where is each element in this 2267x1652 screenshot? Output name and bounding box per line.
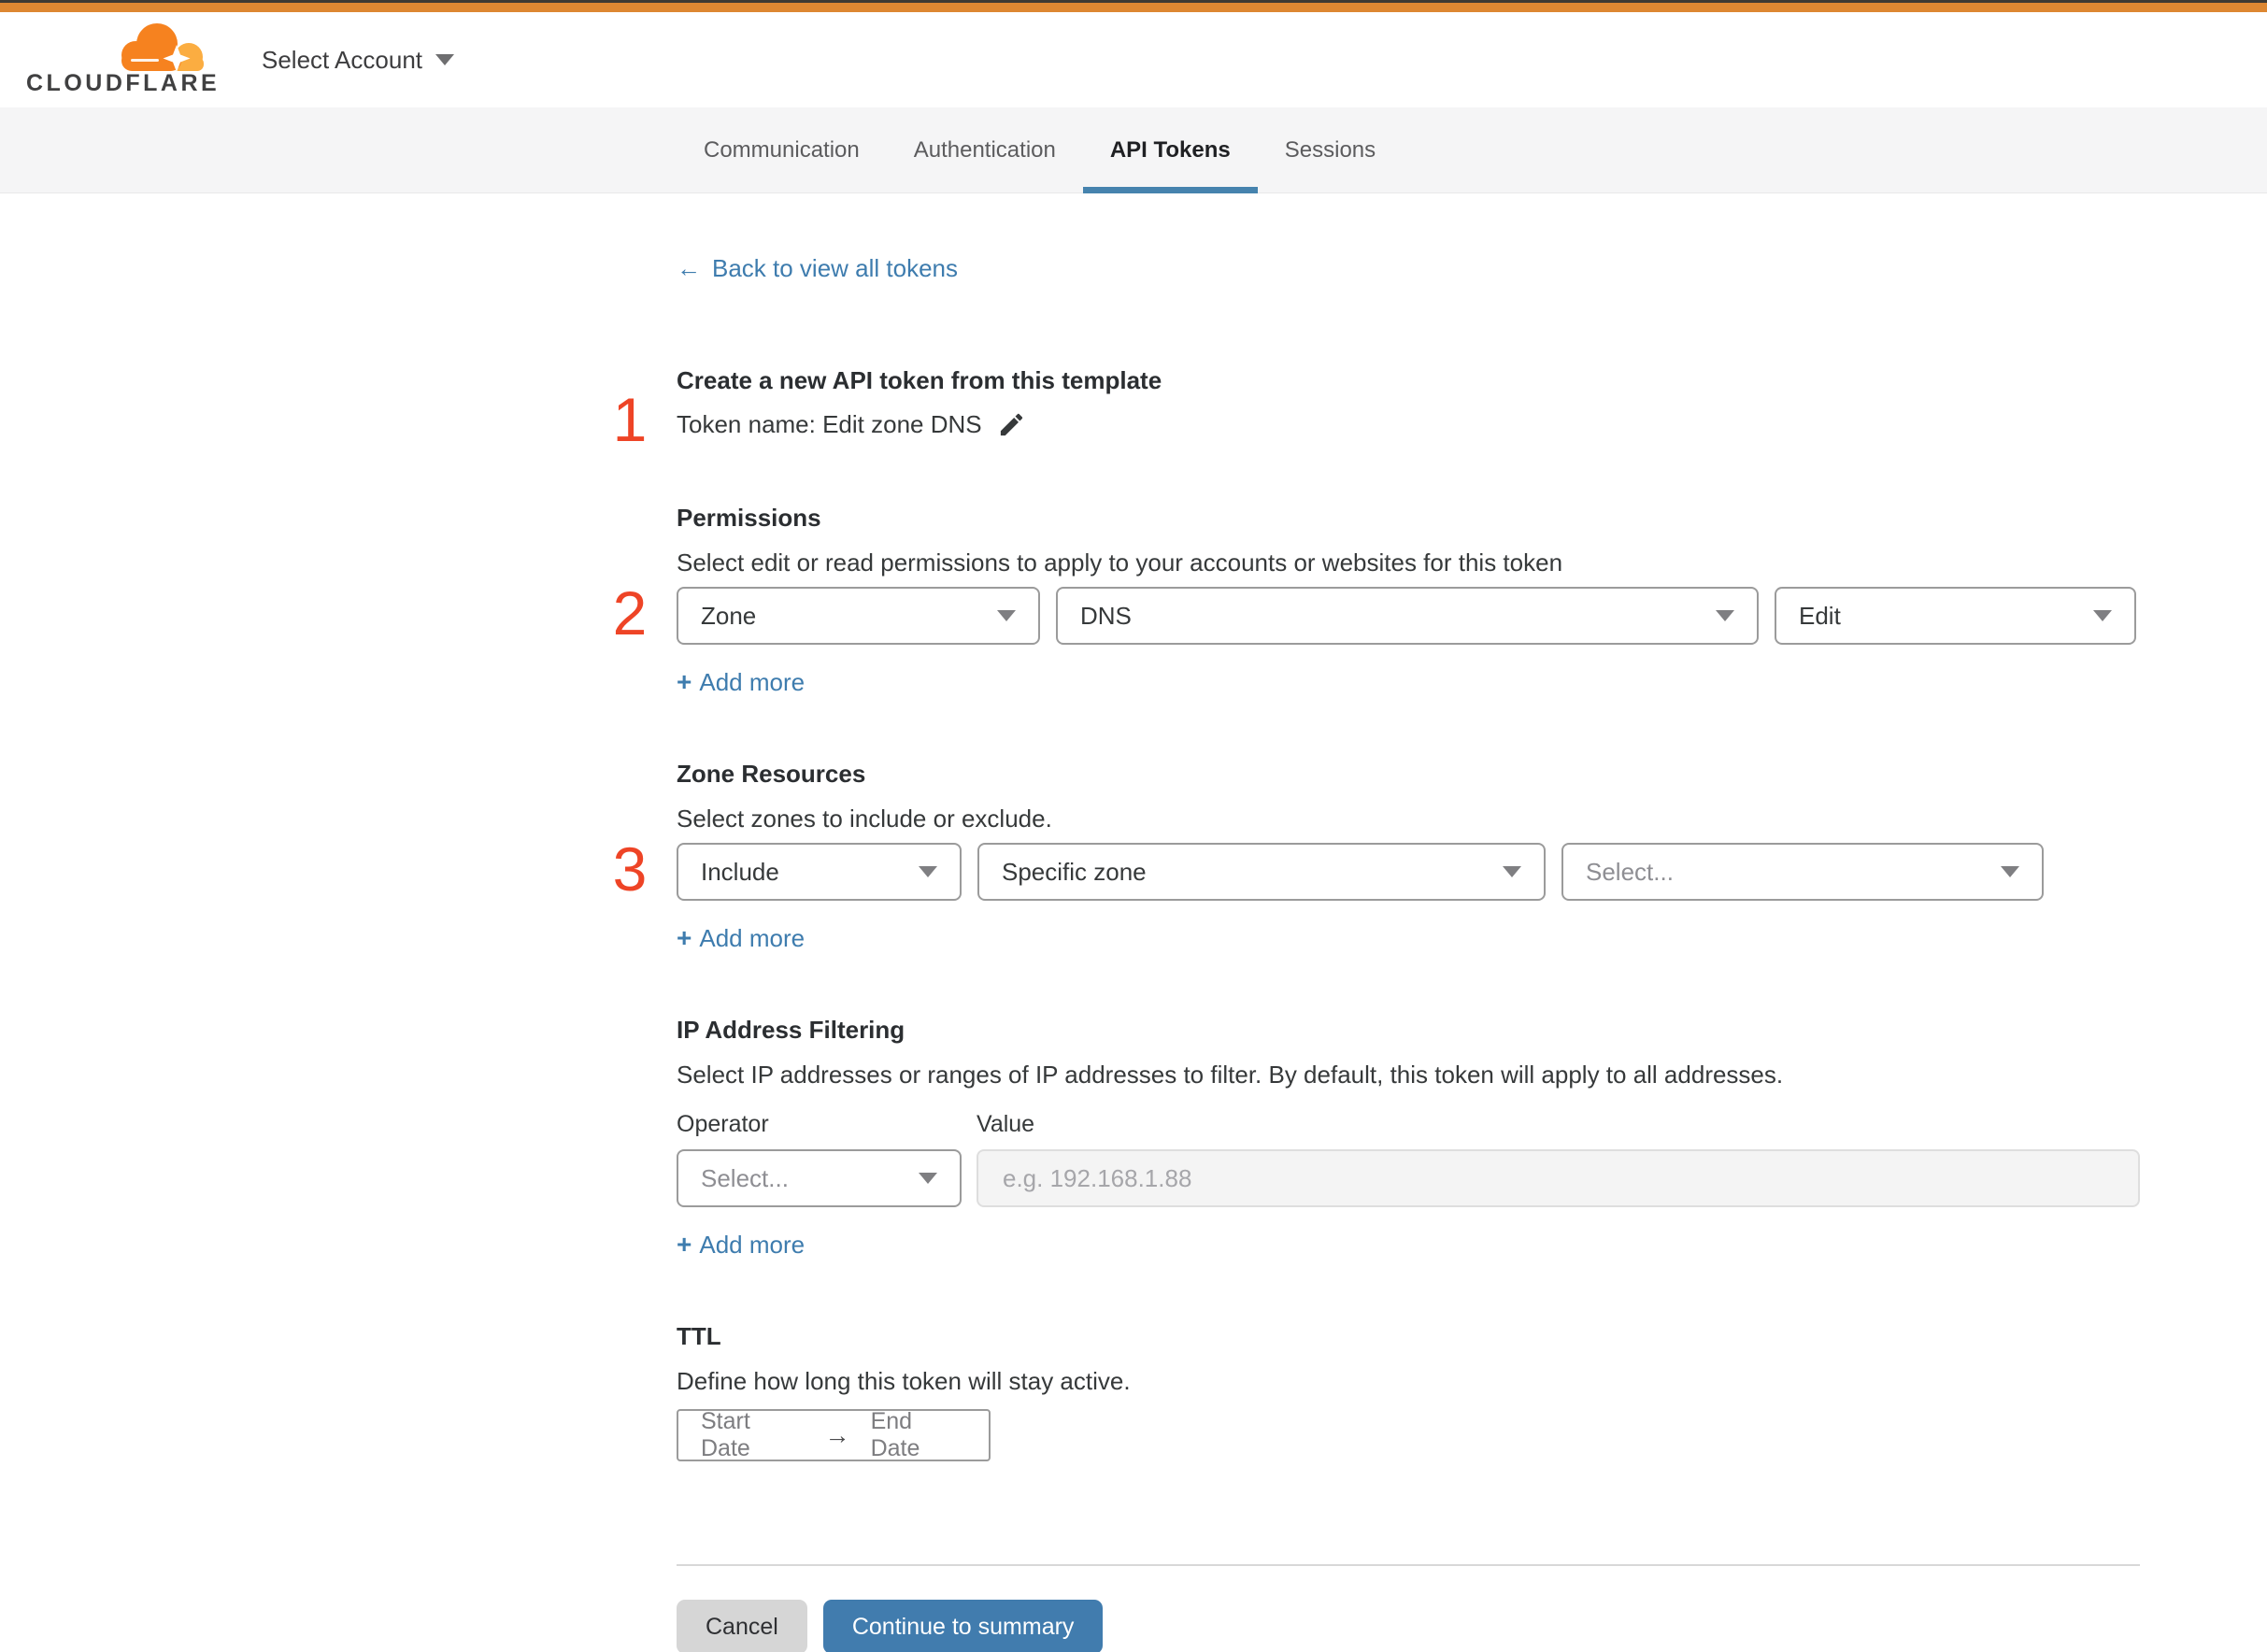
main-content [612, 193, 2140, 1652]
chevron-down-icon [997, 610, 1016, 621]
footer-actions [677, 1600, 2140, 1652]
chevron-down-icon [2093, 610, 2112, 621]
permissions-add-more-link[interactable] [677, 665, 805, 699]
ip-filtering-description: Select IP addresses or ranges of IP addresses to filter. By default, this token will apply to all addresses. [677, 1061, 1784, 1089]
ttl-date-range-field[interactable] [677, 1409, 991, 1461]
add-more-label: Add more [699, 668, 806, 696]
tab-communication[interactable] [677, 107, 887, 192]
back-link-label: Back to view all tokens [712, 254, 959, 282]
continue-to-summary-button[interactable]: Continue to summary [823, 1600, 1104, 1652]
account-selector-label: Select Account [262, 45, 422, 74]
step-3-marker: 3 [612, 834, 648, 904]
permissions-description: Select edit or read permissions to apply to your accounts or websites for this token [677, 548, 1563, 577]
plus-icon: + [677, 1230, 692, 1259]
zone-picker-select[interactable] [1561, 843, 2044, 901]
permission-group-select[interactable] [1056, 587, 1759, 645]
tab-label: Authentication [913, 136, 1056, 163]
ip-filtering-add-more-link[interactable] [677, 1228, 805, 1261]
cancel-button[interactable]: Cancel [677, 1600, 807, 1652]
zone-resources-add-more-link[interactable] [677, 921, 805, 955]
select-value: Specific zone [1002, 857, 1147, 886]
zone-resources-section [612, 757, 2140, 955]
zone-type-select[interactable] [977, 843, 1546, 901]
chevron-down-icon [435, 54, 454, 65]
footer-divider [677, 1564, 2140, 1566]
add-more-label: Add more [699, 924, 806, 952]
token-name-text: Token name: Edit zone DNS [677, 410, 982, 438]
permissions-heading: Permissions [677, 504, 821, 532]
end-date-placeholder: End Date [870, 1408, 920, 1461]
chevron-down-icon [919, 1173, 937, 1184]
tab-label: Communication [704, 136, 860, 163]
select-value: Edit [1799, 601, 1841, 630]
tab-api-tokens[interactable] [1083, 107, 1258, 192]
back-to-tokens-link[interactable] [677, 251, 958, 285]
plus-icon: + [677, 923, 692, 952]
chevron-down-icon [1716, 610, 1734, 621]
zone-include-select[interactable] [677, 843, 962, 901]
chevron-down-icon [1503, 866, 1521, 877]
edit-token-name-button[interactable] [997, 410, 1026, 439]
step-2-marker: 2 [612, 578, 648, 648]
edit-pencil-icon [997, 410, 1026, 439]
create-token-heading: Create a new API token from this template [677, 366, 1162, 394]
account-selector[interactable] [262, 46, 454, 75]
back-arrow-icon: ← [677, 254, 701, 282]
zone-resources-description: Select zones to include or exclude. [677, 805, 1052, 833]
tab-sessions[interactable] [1258, 107, 1403, 192]
chevron-down-icon [2001, 866, 2019, 877]
value-label: Value [977, 1111, 1035, 1137]
permission-scope-select[interactable] [677, 587, 1040, 645]
ttl-description: Define how long this token will stay active. [677, 1367, 1131, 1395]
cloudflare-cloud-icon [108, 19, 209, 75]
tab-authentication[interactable] [887, 107, 1083, 192]
permissions-section [612, 501, 2140, 699]
cloudflare-logo[interactable] [26, 21, 221, 99]
arrow-right-icon: → [824, 1420, 850, 1449]
select-value: DNS [1080, 601, 1132, 630]
cloudflare-wordmark: CLOUDFLARE [26, 70, 221, 96]
ip-operator-select[interactable] [677, 1149, 962, 1207]
zone-resources-heading: Zone Resources [677, 760, 866, 788]
token-name-section [612, 363, 2140, 454]
tab-bar [0, 107, 2267, 193]
ip-value-input [977, 1149, 2140, 1207]
permission-access-select[interactable] [1775, 587, 2136, 645]
select-placeholder: Select... [1586, 857, 1674, 886]
tab-label: API Tokens [1109, 136, 1231, 163]
plus-icon: + [677, 667, 692, 696]
add-more-label: Add more [699, 1231, 806, 1259]
step-1-marker: 1 [612, 385, 648, 454]
ip-filtering-heading: IP Address Filtering [677, 1016, 905, 1044]
ttl-section [677, 1319, 2140, 1461]
select-placeholder: Select... [701, 1163, 789, 1192]
select-value: Zone [701, 601, 757, 630]
ip-filtering-section [677, 1013, 2140, 1261]
chevron-down-icon [919, 866, 937, 877]
start-date-placeholder: Start Date [701, 1408, 750, 1461]
select-value: Include [701, 857, 779, 886]
ttl-heading: TTL [677, 1322, 721, 1350]
tab-label: Sessions [1284, 136, 1376, 163]
header [0, 12, 2267, 107]
operator-label: Operator [677, 1111, 769, 1137]
top-accent-bar [0, 0, 2267, 12]
